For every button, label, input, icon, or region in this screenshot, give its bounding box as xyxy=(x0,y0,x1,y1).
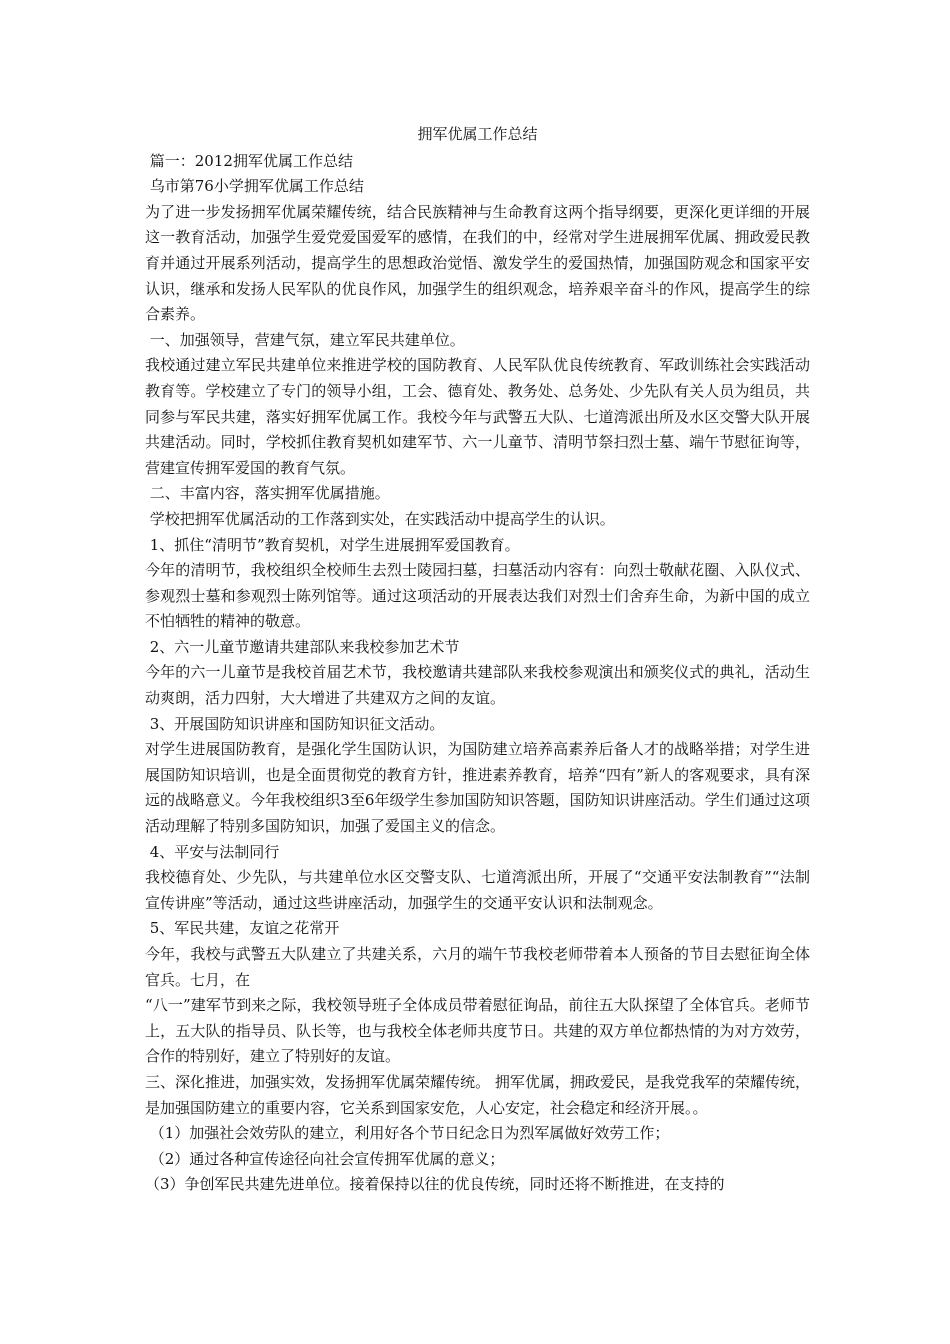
list-item: （1）加强社会效劳队的建立，利用好各个节日纪念日为烈军属做好效劳工作； xyxy=(145,1124,670,1143)
paragraph: 对学生进展国防教育，是强化学生国防认识，为国防建立培养高素养后备人才的战略举措；对学生进展国防知识培训，也是全面贯彻党的教育方针，推进素养教育，培养“四有”新人的客观要求，具有深远的战略意义。今年我校组织3至6年级学生参加国防知识答题，国防知识讲座活动。学生们通过这项活动理解了特别多国防知识，加强了爱国主义的信念。 xyxy=(145,740,810,836)
document-title: 拥军优属工作总结 xyxy=(417,125,538,143)
paragraph: 今年的清明节，我校组织全校师生去烈士陵园扫墓，扫墓活动内容有：向烈士敬献花圈、入队仪式、参观烈士墓和参观烈士陈列馆等。通过这项活动的开展表达我们对烈士们舍弃生命，为新中国的成立不怕牺牲的精神的敬意。 xyxy=(145,561,810,631)
document-page xyxy=(145,122,810,1198)
paragraph: 今年的六一儿童节是我校首届艺术节，我校邀请共建部队来我校参观演出和颁奖仪式的典礼，活动生动爽朗，活力四射，大大增进了共建双方之间的友谊。 xyxy=(145,663,810,708)
item-heading: 2、六一儿童节邀请共建部队来我校参加艺术节 xyxy=(145,637,460,656)
section-heading: 一、加强领导，营建气氛，建立军民共建单位。 xyxy=(145,330,465,349)
paragraph: 三、深化推进，加强实效，发扬拥军优属荣耀传统。 拥军优属，拥政爱民，是我党我军的荣耀传统，是加强国防建立的重要内容，它关系到国家安危，人心安定，社会稳定和经济开展。。 xyxy=(145,1072,810,1117)
section-heading: 乌市第76小学拥军优属工作总结 xyxy=(145,177,364,196)
item-heading: 4、平安与法制同行 xyxy=(145,842,280,861)
list-item: （2）通过各种宣传途径向社会宣传拥军优属的意义； xyxy=(145,1149,505,1168)
paragraph: 学校把拥军优属活动的工作落到实处，在实践活动中提高学生的认识。 xyxy=(145,509,615,528)
section-heading: 篇一：2012拥军优属工作总结 xyxy=(145,151,353,170)
item-heading: 3、开展国防知识讲座和国防知识征文活动。 xyxy=(145,714,445,733)
paragraph: 我校德育处、少先队，与共建单位水区交警支队、七道湾派出所，开展了“交通平安法制教育”“法制宣传讲座”等活动，通过这些讲座活动，加强学生的交通平安认识和法制观念。 xyxy=(145,868,810,912)
item-heading: 1、抓住“清明节”教育契机，对学生进展拥军爱国教育。 xyxy=(145,535,520,554)
paragraph: 今年，我校与武警五大队建立了共建关系，六月的端午节我校老师带着本人预备的节目去慰征询全体官兵。七月，在 xyxy=(145,945,810,989)
paragraph: “八一”建军节到来之际，我校领导班子全体成员带着慰征询品，前往五大队探望了全体官兵。老师节上，五大队的指导员、队长等，也与我校全体老师共度节日。共建的双方单位都热情的为对方效劳，合作的特别好，建立了特别好的友谊。 xyxy=(145,996,810,1066)
section-heading: 二、丰富内容，落实拥军优属措施。 xyxy=(145,484,390,503)
paragraph: 为了进一步发扬拥军优属荣耀传统，结合民族精神与生命教育这两个指导纲要，更深化更详细的开展这一教育活动，加强学生爱党爱国爱军的感情，在我们的中，经常对学生进展拥军优属、拥政爱民教育并通过开展系列活动，提高学生的思想政治觉悟、激发学生的爱国热情，加强国防观念和国家平安认识，继承和发扬人民军队的优良作风，加强学生的组织观念，培养艰辛奋斗的作风，提高学生的综合素养。 xyxy=(145,202,810,324)
paragraph: 我校通过建立军民共建单位来推进学校的国防教育、人民军队优良传统教育、军政训练社会实践活动教育等。学校建立了专门的领导小组，工会、德育处、教务处、总务处、少先队有关人员为组员，共同参与军民共建，落实好拥军优属工作。我校今年与武警五大队、七道湾派出所及水区交警大队开展共建活动。同时，学校抓住教育契机如建军节、六一儿童节、清明节祭扫烈士墓、端午节慰征询等，营建宣传拥军爱国的教育气氛。 xyxy=(145,356,810,477)
item-heading: 5、军民共建，友谊之花常开 xyxy=(145,919,340,938)
list-item: （3）争创军民共建先进单位。接着保持以往的优良传统，同时还将不断推进，在支持的 xyxy=(145,1175,725,1194)
